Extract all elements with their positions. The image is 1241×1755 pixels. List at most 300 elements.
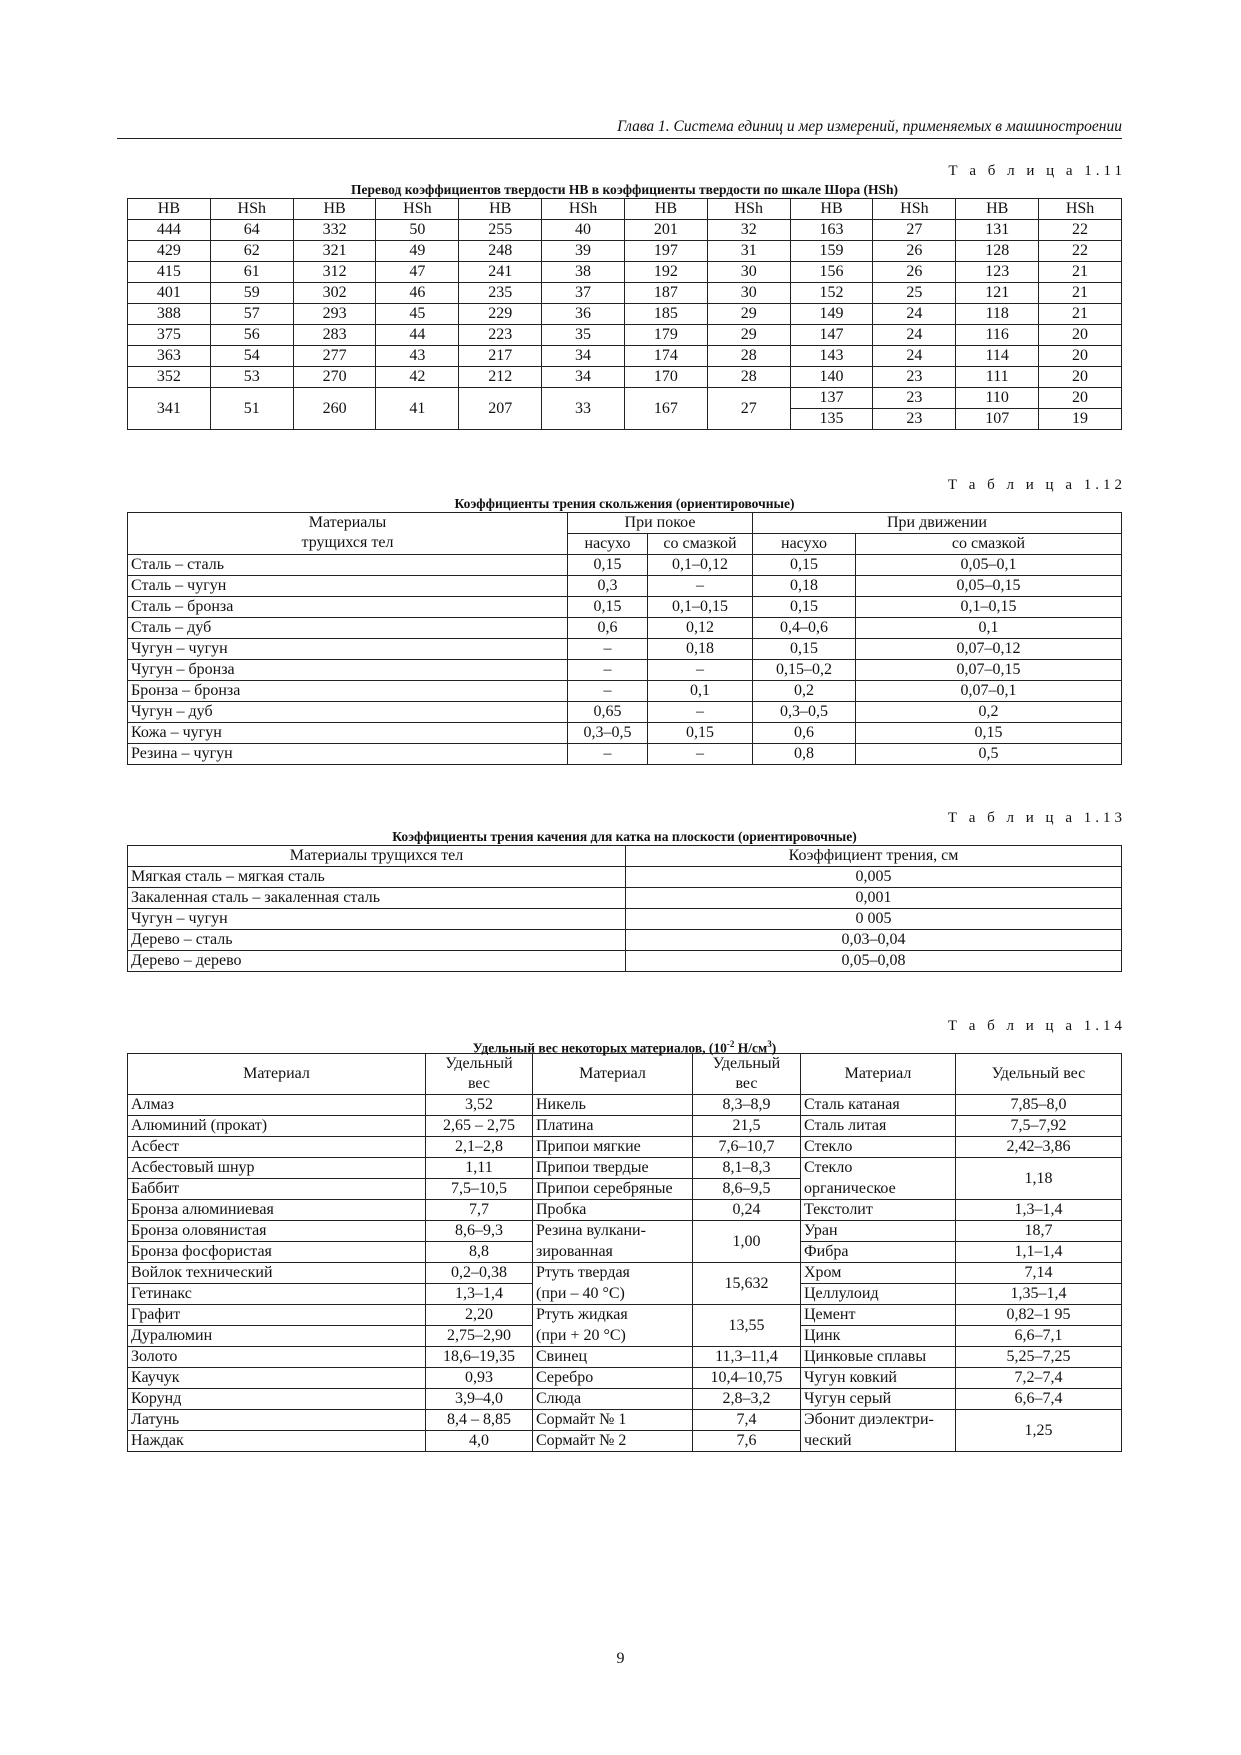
table-number: Т а б л и ц а 1.12 xyxy=(947,477,1126,493)
hb-cell: 170 xyxy=(624,367,707,388)
hb-cell: 118 xyxy=(956,304,1039,325)
friction-value-cell: 0,1 xyxy=(856,618,1122,639)
weight-cell: 15,632 xyxy=(693,1263,801,1305)
material-cell: Пробка xyxy=(533,1200,693,1221)
material-pair-cell: Сталь – чугун xyxy=(128,576,568,597)
hb-cell: 149 xyxy=(790,304,873,325)
friction-value-cell: 0,5 xyxy=(856,744,1122,765)
table-caption xyxy=(127,1036,1122,1056)
hb-cell: 110 xyxy=(956,388,1039,409)
weight-header xyxy=(693,1054,801,1095)
friction-value-cell: 0,8 xyxy=(753,744,856,765)
hb-cell: 444 xyxy=(128,220,211,241)
material-cell: Резина вулкани- xyxy=(533,1221,693,1242)
coefficient-cell: 0,001 xyxy=(626,888,1122,909)
page-number: 9 xyxy=(616,1650,625,1667)
hb-cell: 201 xyxy=(624,220,707,241)
hsh-cell: 42 xyxy=(376,367,459,388)
material-cell: Асбест xyxy=(128,1137,426,1158)
weight-cell: 5,25–7,25 xyxy=(956,1347,1122,1368)
weight-header-line1: Удельный xyxy=(712,1055,781,1072)
weight-cell: 2,20 xyxy=(426,1305,533,1326)
table-number: Т а б л и ц а 1.14 xyxy=(947,1018,1126,1034)
weight-header-line1: Удельный xyxy=(445,1055,513,1072)
weight-cell: 3,52 xyxy=(426,1095,533,1116)
material-cell: Войлок технический xyxy=(128,1263,426,1284)
hsh-cell: 26 xyxy=(873,241,956,262)
hb-cell: 248 xyxy=(459,241,542,262)
hb-cell: 229 xyxy=(459,304,542,325)
weight-cell: 4,0 xyxy=(426,1431,533,1452)
hsh-cell: 43 xyxy=(376,346,459,367)
material-pair-cell: Дерево – сталь xyxy=(128,930,626,951)
hb-cell: 197 xyxy=(624,241,707,262)
hb-cell: 255 xyxy=(459,220,542,241)
friction-value-cell: 0,18 xyxy=(753,576,856,597)
hb-cell: 235 xyxy=(459,283,542,304)
material-pair-cell: Мягкая сталь – мягкая сталь xyxy=(128,867,626,888)
hb-header: НВ xyxy=(293,199,376,220)
weight-cell: 13,55 xyxy=(693,1305,801,1347)
hsh-cell: 36 xyxy=(542,304,625,325)
table-row xyxy=(128,220,1122,241)
hsh-cell: 31 xyxy=(707,241,790,262)
hsh-cell: 20 xyxy=(1039,346,1122,367)
material-header: Материал xyxy=(128,1054,426,1095)
weight-cell: 7,6 xyxy=(693,1431,801,1452)
table-number: Т а б л и ц а 1.13 xyxy=(947,810,1126,826)
hsh-cell: 34 xyxy=(542,367,625,388)
weight-header: Удельный вес xyxy=(956,1054,1122,1095)
material-cell: Дуралюмин xyxy=(128,1326,426,1347)
friction-value-cell: 0,12 xyxy=(648,618,753,639)
friction-value-cell: 0,15 xyxy=(753,555,856,576)
hb-cell: 207 xyxy=(459,388,542,430)
hb-cell: 143 xyxy=(790,346,873,367)
weight-cell: 0,82–1 95 xyxy=(956,1305,1122,1326)
material-cell: Бронза алюминиевая xyxy=(128,1200,426,1221)
material-cell: Никель xyxy=(533,1095,693,1116)
friction-value-cell: 0,1–0,15 xyxy=(856,597,1122,618)
hb-cell: 283 xyxy=(293,325,376,346)
material-pair-cell: Кожа – чугун xyxy=(128,723,568,744)
material-cell: Асбестовый шнур xyxy=(128,1158,426,1179)
materials-header: Материалы трущихся тел xyxy=(128,846,626,867)
friction-value-cell: 0,6 xyxy=(568,618,648,639)
weight-cell: 8,6–9,5 xyxy=(693,1179,801,1200)
table-caption: Коэффициенты трения качения для катка на плоскости (ориентировочные) xyxy=(392,829,857,844)
hsh-cell: 59 xyxy=(210,283,293,304)
weight-cell: 7,6–10,7 xyxy=(693,1137,801,1158)
at-rest-header: При покое xyxy=(568,513,753,534)
table-1-14-block xyxy=(127,1018,1126,1452)
friction-value-cell: – xyxy=(568,744,648,765)
hb-cell: 137 xyxy=(790,388,873,409)
hsh-cell: 24 xyxy=(873,304,956,325)
material-pair-cell: Сталь – дуб xyxy=(128,618,568,639)
coefficient-cell: 0,05–0,08 xyxy=(626,951,1122,972)
friction-value-cell: 0,1–0,15 xyxy=(648,597,753,618)
hsh-header: HSh xyxy=(707,199,790,220)
table-caption: Перевод коэффициентов твердости НВ в коэффициенты твердости по шкале Шора (HSh) xyxy=(350,182,899,197)
table-row xyxy=(128,702,1122,723)
table-row xyxy=(128,241,1122,262)
table-row xyxy=(128,283,1122,304)
hb-cell: 192 xyxy=(624,262,707,283)
hsh-cell: 26 xyxy=(873,262,956,283)
weight-cell: 8,3–8,9 xyxy=(693,1095,801,1116)
material-cell: Цинк xyxy=(801,1326,956,1347)
table-row xyxy=(128,304,1122,325)
hb-cell: 152 xyxy=(790,283,873,304)
hb-cell: 131 xyxy=(956,220,1039,241)
material-pair-cell: Чугун – чугун xyxy=(128,639,568,660)
hb-cell: 429 xyxy=(128,241,211,262)
hsh-cell: 40 xyxy=(542,220,625,241)
hsh-cell: 44 xyxy=(376,325,459,346)
table-1-11-block xyxy=(127,163,1126,430)
hsh-header: HSh xyxy=(1039,199,1122,220)
hsh-cell: 51 xyxy=(210,388,293,430)
caption-exponent: -2 xyxy=(726,1039,735,1049)
table-row xyxy=(128,325,1122,346)
rest-lubricated-header: со смазкой xyxy=(648,534,753,555)
hsh-cell: 30 xyxy=(707,283,790,304)
material-cell: органическое xyxy=(801,1179,956,1200)
hsh-header: HSh xyxy=(542,199,625,220)
friction-value-cell: 0,15 xyxy=(648,723,753,744)
friction-value-cell: 0,65 xyxy=(568,702,648,723)
table-row xyxy=(128,744,1122,765)
hsh-cell: 46 xyxy=(376,283,459,304)
hb-header: НВ xyxy=(956,199,1039,220)
weight-cell: 1,3–1,4 xyxy=(426,1284,533,1305)
hb-cell: 302 xyxy=(293,283,376,304)
materials-header xyxy=(128,513,568,555)
material-cell: Каучук xyxy=(128,1368,426,1389)
material-cell: Припои твердые xyxy=(533,1158,693,1179)
friction-value-cell: 0,2 xyxy=(856,702,1122,723)
weight-cell: 1,35–1,4 xyxy=(956,1284,1122,1305)
hsh-cell: 22 xyxy=(1039,220,1122,241)
table-number: Т а б л и ц а 1.11 xyxy=(948,163,1126,179)
hsh-cell: 20 xyxy=(1039,367,1122,388)
friction-value-cell: 0,18 xyxy=(648,639,753,660)
hb-header: НВ xyxy=(459,199,542,220)
hb-cell: 363 xyxy=(128,346,211,367)
hb-cell: 140 xyxy=(790,367,873,388)
weight-cell: 7,5–10,5 xyxy=(426,1179,533,1200)
hsh-cell: 28 xyxy=(707,346,790,367)
weight-cell: 1,1–1,4 xyxy=(956,1242,1122,1263)
hb-cell: 321 xyxy=(293,241,376,262)
weight-header xyxy=(426,1054,533,1095)
hsh-cell: 24 xyxy=(873,346,956,367)
hsh-header: HSh xyxy=(376,199,459,220)
friction-value-cell: – xyxy=(648,660,753,681)
hb-cell: 114 xyxy=(956,346,1039,367)
hb-cell: 223 xyxy=(459,325,542,346)
material-cell: Цемент xyxy=(801,1305,956,1326)
hsh-cell: 21 xyxy=(1039,262,1122,283)
material-cell: (при + 20 °С) xyxy=(533,1326,693,1347)
material-pair-cell: Чугун – чугун xyxy=(128,909,626,930)
hsh-cell: 50 xyxy=(376,220,459,241)
running-header: Глава 1. Система единиц и мер измерений, применяемых в машиностроении xyxy=(117,118,1122,139)
material-cell: зированная xyxy=(533,1242,693,1263)
hb-cell: 128 xyxy=(956,241,1039,262)
material-cell: Алюминий (прокат) xyxy=(128,1116,426,1137)
material-cell: Латунь xyxy=(128,1410,426,1431)
friction-value-cell: 0,07–0,1 xyxy=(856,681,1122,702)
friction-value-cell: 0,07–0,15 xyxy=(856,660,1122,681)
material-cell: Ртуть твердая xyxy=(533,1263,693,1284)
friction-value-cell: – xyxy=(648,702,753,723)
material-pair-cell: Чугун – бронза xyxy=(128,660,568,681)
weight-cell: 18,7 xyxy=(956,1221,1122,1242)
sliding-friction-table xyxy=(127,512,1122,765)
material-cell: Бронза фосфористая xyxy=(128,1242,426,1263)
weight-cell: 2,75–2,90 xyxy=(426,1326,533,1347)
table-row xyxy=(128,930,1122,951)
hsh-cell: 33 xyxy=(542,388,625,430)
friction-value-cell: 0,15 xyxy=(753,639,856,660)
material-cell: Платина xyxy=(533,1116,693,1137)
material-cell: Стекло xyxy=(801,1158,956,1179)
material-cell: Сталь литая xyxy=(801,1116,956,1137)
hsh-cell: 20 xyxy=(1039,388,1122,409)
hsh-cell: 29 xyxy=(707,325,790,346)
material-cell: Бронза оловянистая xyxy=(128,1221,426,1242)
hsh-cell: 32 xyxy=(707,220,790,241)
friction-value-cell: 0,2 xyxy=(753,681,856,702)
friction-value-cell: 0,15 xyxy=(568,555,648,576)
table-header-row xyxy=(128,199,1122,220)
table-caption: Коэффициенты трения скольжения (ориентировочные) xyxy=(454,496,795,511)
weight-cell: 1,25 xyxy=(956,1410,1122,1452)
friction-value-cell: 0,07–0,12 xyxy=(856,639,1122,660)
friction-value-cell: 0,3–0,5 xyxy=(568,723,648,744)
material-cell: Корунд xyxy=(128,1389,426,1410)
weight-cell: 18,6–19,35 xyxy=(426,1347,533,1368)
friction-value-cell: 0,6 xyxy=(753,723,856,744)
weight-cell: 11,3–11,4 xyxy=(693,1347,801,1368)
hb-cell: 167 xyxy=(624,388,707,430)
friction-value-cell: 0,1–0,12 xyxy=(648,555,753,576)
hsh-cell: 23 xyxy=(873,367,956,388)
weight-cell: 2,65 – 2,75 xyxy=(426,1116,533,1137)
hsh-cell: 29 xyxy=(707,304,790,325)
motion-dry-header: насухо xyxy=(753,534,856,555)
hb-cell: 401 xyxy=(128,283,211,304)
hsh-cell: 39 xyxy=(542,241,625,262)
rest-dry-header: насухо xyxy=(568,534,648,555)
table-row xyxy=(128,681,1122,702)
table-row xyxy=(128,639,1122,660)
material-cell: Графит xyxy=(128,1305,426,1326)
hsh-cell: 57 xyxy=(210,304,293,325)
motion-lubricated-header: со смазкой xyxy=(856,534,1122,555)
hsh-cell: 30 xyxy=(707,262,790,283)
hb-header: НВ xyxy=(128,199,211,220)
weight-cell: 2,42–3,86 xyxy=(956,1137,1122,1158)
weight-cell: 1,3–1,4 xyxy=(956,1200,1122,1221)
weight-header-line2: вес xyxy=(467,1075,491,1092)
hb-cell: 375 xyxy=(128,325,211,346)
table-row xyxy=(128,555,1122,576)
material-pair-cell: Сталь – бронза xyxy=(128,597,568,618)
friction-value-cell: 0,3–0,5 xyxy=(753,702,856,723)
friction-value-cell: – xyxy=(568,639,648,660)
hb-cell: 116 xyxy=(956,325,1039,346)
in-motion-header: При движении xyxy=(753,513,1122,534)
hb-cell: 179 xyxy=(624,325,707,346)
coefficient-cell: 0 005 xyxy=(626,909,1122,930)
hb-cell: 185 xyxy=(624,304,707,325)
weight-cell: 8,8 xyxy=(426,1242,533,1263)
material-cell: Сормайт № 2 xyxy=(533,1431,693,1452)
table-row xyxy=(128,597,1122,618)
coefficient-cell: 0,005 xyxy=(626,867,1122,888)
hb-cell: 352 xyxy=(128,367,211,388)
weight-cell: 0,24 xyxy=(693,1200,801,1221)
material-pair-cell: Дерево – дерево xyxy=(128,951,626,972)
hsh-cell: 45 xyxy=(376,304,459,325)
hb-cell: 332 xyxy=(293,220,376,241)
material-cell: Свинец xyxy=(533,1347,693,1368)
hsh-cell: 53 xyxy=(210,367,293,388)
weight-cell: 7,5–7,92 xyxy=(956,1116,1122,1137)
table-row xyxy=(128,576,1122,597)
hsh-header: HSh xyxy=(873,199,956,220)
hb-cell: 187 xyxy=(624,283,707,304)
hsh-cell: 64 xyxy=(210,220,293,241)
weight-cell: 21,5 xyxy=(693,1116,801,1137)
material-pair-cell: Бронза – бронза xyxy=(128,681,568,702)
weight-cell: 3,9–4,0 xyxy=(426,1389,533,1410)
friction-value-cell: 0,05–0,15 xyxy=(856,576,1122,597)
hb-cell: 415 xyxy=(128,262,211,283)
friction-value-cell: 0,15 xyxy=(856,723,1122,744)
table-1-13-block xyxy=(127,810,1126,972)
table-row xyxy=(128,388,1122,409)
specific-weight-table xyxy=(127,1053,1122,1452)
weight-cell: 1,00 xyxy=(693,1221,801,1263)
table-row xyxy=(128,909,1122,930)
weight-cell: 6,6–7,1 xyxy=(956,1326,1122,1347)
caption-part: Н/см xyxy=(734,1040,768,1056)
table-1-12-block xyxy=(127,477,1126,765)
hb-cell: 156 xyxy=(790,262,873,283)
hb-header: НВ xyxy=(624,199,707,220)
table-row xyxy=(128,618,1122,639)
material-cell: Припои мягкие xyxy=(533,1137,693,1158)
hb-cell: 277 xyxy=(293,346,376,367)
hsh-cell: 21 xyxy=(1039,304,1122,325)
friction-value-cell: 0,3 xyxy=(568,576,648,597)
friction-value-cell: 0,15–0,2 xyxy=(753,660,856,681)
materials-header-line1: Материалы xyxy=(308,514,387,531)
friction-value-cell: – xyxy=(648,576,753,597)
weight-cell: 10,4–10,75 xyxy=(693,1368,801,1389)
hb-cell: 123 xyxy=(956,262,1039,283)
hb-cell: 312 xyxy=(293,262,376,283)
hb-cell: 293 xyxy=(293,304,376,325)
hb-cell: 388 xyxy=(128,304,211,325)
hb-cell: 163 xyxy=(790,220,873,241)
hb-cell: 270 xyxy=(293,367,376,388)
hb-header: НВ xyxy=(790,199,873,220)
material-cell: Уран xyxy=(801,1221,956,1242)
hsh-cell: 19 xyxy=(1039,409,1122,430)
friction-value-cell: – xyxy=(568,660,648,681)
hsh-cell: 62 xyxy=(210,241,293,262)
material-cell: Стекло xyxy=(801,1137,956,1158)
hsh-cell: 20 xyxy=(1039,325,1122,346)
material-cell: Припои серебряные xyxy=(533,1179,693,1200)
coefficient-cell: 0,03–0,04 xyxy=(626,930,1122,951)
material-pair-cell: Чугун – дуб xyxy=(128,702,568,723)
weight-cell: 7,14 xyxy=(956,1263,1122,1284)
hsh-cell: 56 xyxy=(210,325,293,346)
material-cell: Серебро xyxy=(533,1368,693,1389)
hsh-cell: 23 xyxy=(873,388,956,409)
materials-header-line2: трущихся тел xyxy=(301,534,394,551)
hb-cell: 260 xyxy=(293,388,376,430)
hb-cell: 121 xyxy=(956,283,1039,304)
material-cell: Фибра xyxy=(801,1242,956,1263)
hsh-cell: 54 xyxy=(210,346,293,367)
material-cell: Ртуть жидкая xyxy=(533,1305,693,1326)
hsh-cell: 37 xyxy=(542,283,625,304)
weight-cell: 7,7 xyxy=(426,1200,533,1221)
hardness-table xyxy=(127,198,1122,430)
material-pair-cell: Сталь – сталь xyxy=(128,555,568,576)
hsh-cell: 27 xyxy=(873,220,956,241)
friction-value-cell: – xyxy=(648,744,753,765)
hsh-header: HSh xyxy=(210,199,293,220)
weight-cell: 2,1–2,8 xyxy=(426,1137,533,1158)
table-row xyxy=(128,262,1122,283)
hsh-cell: 21 xyxy=(1039,283,1122,304)
material-pair-cell: Резина – чугун xyxy=(128,744,568,765)
weight-cell: 6,6–7,4 xyxy=(956,1389,1122,1410)
friction-value-cell: 0,1 xyxy=(648,681,753,702)
hsh-cell: 49 xyxy=(376,241,459,262)
hb-cell: 159 xyxy=(790,241,873,262)
weight-cell: 8,1–8,3 xyxy=(693,1158,801,1179)
material-cell: Чугун ковкий xyxy=(801,1368,956,1389)
hsh-cell: 38 xyxy=(542,262,625,283)
hb-cell: 341 xyxy=(128,388,211,430)
caption-part: Удельный вес некоторых материалов, (10 xyxy=(472,1040,727,1056)
material-cell: Эбонит диэлектри- xyxy=(801,1410,956,1431)
hsh-cell: 28 xyxy=(707,367,790,388)
weight-cell: 7,85–8,0 xyxy=(956,1095,1122,1116)
hsh-cell: 34 xyxy=(542,346,625,367)
hsh-cell: 35 xyxy=(542,325,625,346)
friction-value-cell: 0,15 xyxy=(568,597,648,618)
caption-part: ) xyxy=(771,1040,777,1056)
hsh-cell: 61 xyxy=(210,262,293,283)
material-cell: Целлулоид xyxy=(801,1284,956,1305)
material-pair-cell: Закаленная сталь – закаленная сталь xyxy=(128,888,626,909)
material-cell: Наждак xyxy=(128,1431,426,1452)
hb-cell: 212 xyxy=(459,367,542,388)
material-cell: (при – 40 °С) xyxy=(533,1284,693,1305)
hsh-cell: 41 xyxy=(376,388,459,430)
table-row xyxy=(128,367,1122,388)
